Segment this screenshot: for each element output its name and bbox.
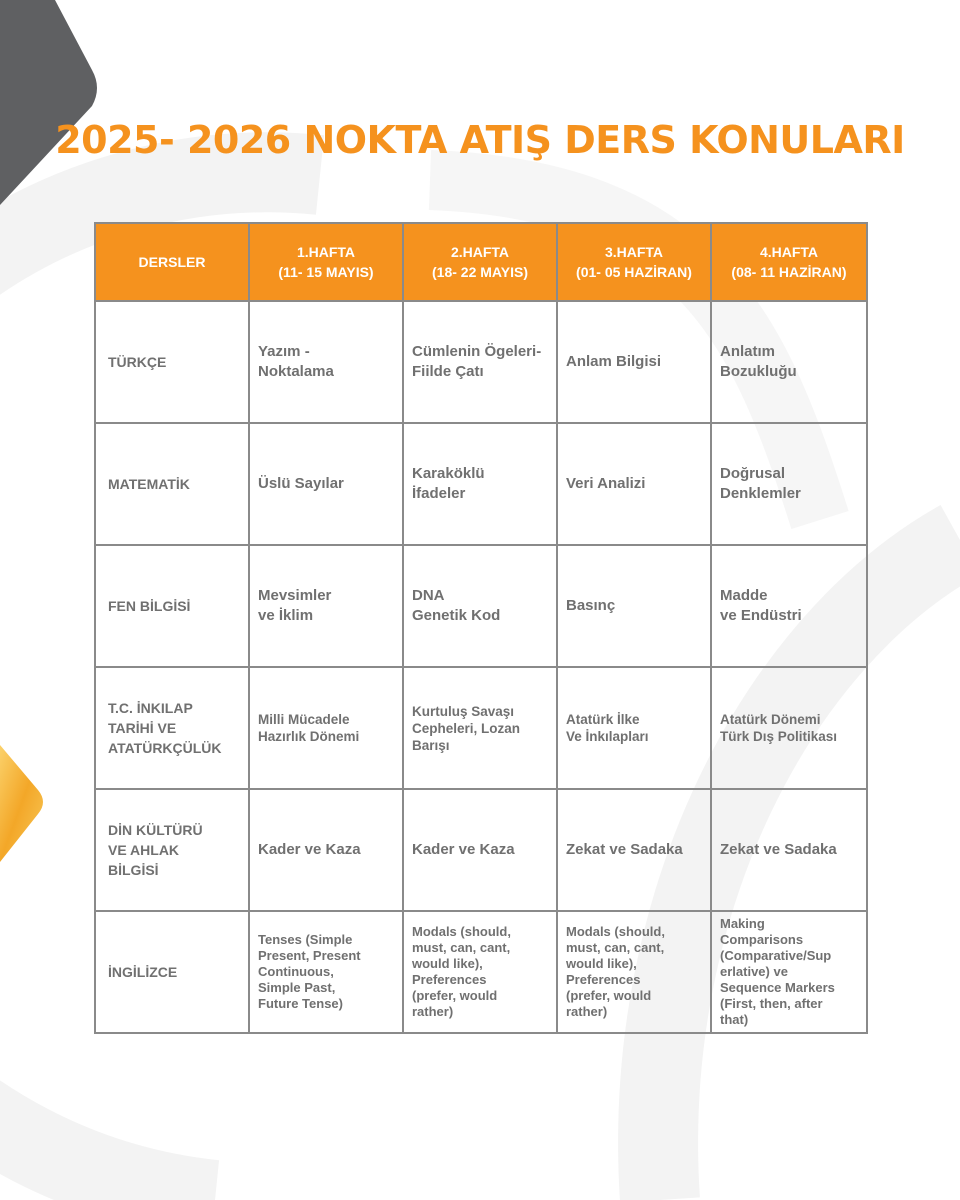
topic-cell: Veri Analizi [557,423,711,545]
header-week-4 [711,223,867,301]
topic-cell: Kader ve Kaza [249,789,403,911]
topic-cell: Karaköklü İfadeler [403,423,557,545]
topic-cell: Milli Mücadele Hazırlık Dönemi [249,667,403,789]
topic-cell: Tenses (Simple Present, Present Continuous, Simple Past, Future Tense) [249,911,403,1033]
topic-cell: Madde ve Endüstri [711,545,867,667]
header-subject: DERSLER [95,223,249,301]
topic-cell: Making Comparisons (Comparative/Sup erlative) ve Sequence Markers (First, then, after that) [711,911,867,1033]
topic-cell: Modals (should, must, can, cant, would like), Preferences (prefer, would rather) [403,911,557,1033]
topic-cell: Cümlenin Ögeleri- Fiilde Çatı [403,301,557,423]
topic-cell: Doğrusal Denklemler [711,423,867,545]
week-label: 1.HAFTA [296,244,356,260]
subject-cell: TÜRKÇE [95,301,249,423]
week-dates: (11- 15 MAYIS) [278,264,374,280]
topic-cell: Atatürk Dönemi Türk Dış Politikası [711,667,867,789]
week-dates: (18- 22 MAYIS) [432,264,528,280]
topic-cell: Basınç [557,545,711,667]
topic-cell: Anlatım Bozukluğu [711,301,867,423]
schedule-table [94,222,868,1034]
header-week-3 [557,223,711,301]
topic-cell: Mevsimler ve İklim [249,545,403,667]
table-row [95,667,867,789]
topic-cell: DNA Genetik Kod [403,545,557,667]
page-title: 2025- 2026 NOKTA ATIŞ DERS KONULARI [55,118,905,162]
subject-cell: DİN KÜLTÜRÜ VE AHLAK BİLGİSİ [95,789,249,911]
topic-cell: Kurtuluş Savaşı Cepheleri, Lozan Barışı [403,667,557,789]
subject-cell: FEN BİLGİSİ [95,545,249,667]
topic-cell: Atatürk İlke Ve İnkılapları [557,667,711,789]
week-label: 4.HAFTA [759,244,819,260]
gold-diamond-shape [0,745,43,862]
topic-cell: Üslü Sayılar [249,423,403,545]
table-row [95,911,867,1033]
header-week-1 [249,223,403,301]
table-row [95,789,867,911]
table-row [95,545,867,667]
topic-cell: Kader ve Kaza [403,789,557,911]
topic-cell: Modals (should, must, can, cant, would like), Preferences (prefer, would rather) [557,911,711,1033]
topic-cell: Zekat ve Sadaka [711,789,867,911]
topic-cell: Anlam Bilgisi [557,301,711,423]
subject-cell: İNGİLİZCE [95,911,249,1033]
header-week-2 [403,223,557,301]
subject-cell: MATEMATİK [95,423,249,545]
topic-cell: Yazım - Noktalama [249,301,403,423]
table-row [95,423,867,545]
topic-cell: Zekat ve Sadaka [557,789,711,911]
week-dates: (01- 05 HAZİRAN) [576,264,692,280]
week-label: 3.HAFTA [604,244,664,260]
subject-cell: T.C. İNKILAP TARİHİ VE ATATÜRKÇÜLÜK [95,667,249,789]
header-row [95,223,867,301]
week-label: 2.HAFTA [450,244,510,260]
week-dates: (08- 11 HAZİRAN) [731,264,847,280]
table-row [95,301,867,423]
